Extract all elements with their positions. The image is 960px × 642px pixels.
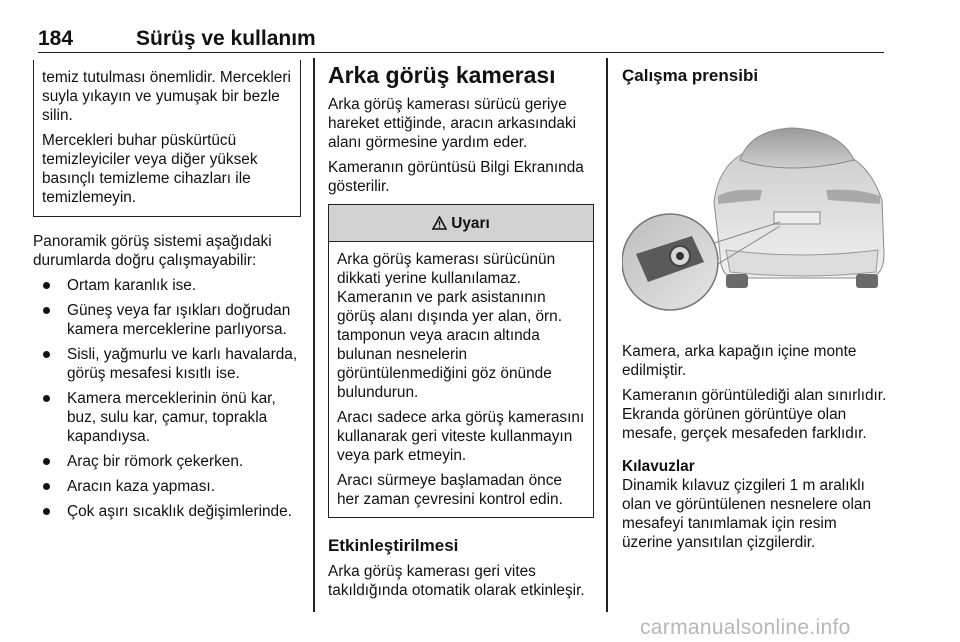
warning-paragraph: Aracı sadece arka görüş kamerasını kullanarak geri viteste kullanmayın veya park etmeyin.	[337, 409, 585, 464]
section-heading: Arka görüş kamerası	[328, 62, 556, 88]
paragraph: Kameranın görüntüsü Bilgi Ekranında gösterilir.	[328, 159, 584, 195]
page-header	[38, 27, 884, 53]
note-box	[33, 60, 301, 217]
subsection-heading: Etkinleştirilmesi	[328, 536, 459, 555]
rear-camera-illustration	[622, 104, 888, 320]
page-number: 184	[38, 27, 74, 50]
warning-paragraph: Arka görüş kamerası sürücünün dikkati yerine kullanılamaz. Kameranın ve park asistanının görüş alanı dışında yer alan, örn. tamponun veya aracın altında bulunan nesnelerin görüntülenmediğini göz önünde bulundurun.	[337, 251, 563, 401]
list-item: Çok aşırı sıcaklık değişimlerinde.	[33, 502, 301, 521]
warning-body	[329, 242, 593, 517]
watermark: carmanualsonline.info	[640, 616, 851, 639]
column-2	[328, 60, 594, 606]
column-1	[33, 60, 301, 527]
note-paragraph-1: temiz tutulması önemlidir. Mercekleri suyla yıkayın ve yumuşak bir bezle silin.	[42, 69, 291, 124]
warning-triangle-icon	[432, 216, 447, 230]
subsection-heading: Çalışma prensibi	[622, 66, 759, 85]
warning-header	[329, 205, 593, 242]
column-divider-1	[313, 58, 315, 612]
conditions-intro: Panoramik görüş sistemi aşağıdaki durumlarda doğru çalışmayabilir:	[33, 233, 272, 269]
column-divider-2	[606, 58, 608, 612]
warning-paragraph: Aracı sürmeye başlamadan önce her zaman çevresini kontrol edin.	[337, 472, 563, 508]
warning-box	[328, 204, 594, 518]
list-item: Güneş veya far ışıkları doğrudan kamera merceklerine parlıyorsa.	[33, 301, 301, 339]
warning-title: Uyarı	[451, 214, 490, 232]
car-rear-camera-image	[622, 104, 888, 320]
list-item: Kamera merceklerinin önü kar, buz, sulu kar, çamur, toprakla kapandıysa.	[33, 389, 301, 446]
conditions-list	[33, 276, 301, 521]
column-3	[622, 60, 888, 558]
paragraph: Arka görüş kamerası geri vites takıldığında otomatik olarak etkinleşir.	[328, 563, 585, 599]
paragraph: Kameranın görüntülediği alan sınırlıdır. Ekranda görünen görüntüye olan mesafe, gerçek mesafeden farklıdır.	[622, 387, 887, 442]
paragraph: Kamera, arka kapağın içine monte edilmiştir.	[622, 343, 857, 379]
note-paragraph-2: Mercekleri buhar püskürtücü temizleyiciler veya diğer yüksek basınçlı temizleme cihazları ile temizlemeyin.	[42, 132, 258, 206]
subsection-heading: Kılavuzlar	[622, 458, 695, 475]
list-item: Araç bir römork çekerken.	[33, 452, 301, 471]
list-item: Aracın kaza yapması.	[33, 477, 301, 496]
list-item: Ortam karanlık ise.	[33, 276, 301, 295]
paragraph: Arka görüş kamerası sürücü geriye hareket ettiğinde, aracın arkasındaki alanı görmesine yardım eder.	[328, 96, 577, 151]
chapter-title: Sürüş ve kullanım	[136, 27, 316, 50]
paragraph: Dinamik kılavuz çizgileri 1 m aralıklı olan ve görüntülenen nesnelere olan mesafeyi tanımlamak için resim üzerine yansıtılan çizgilerdir.	[622, 477, 872, 551]
list-item: Sisli, yağmurlu ve karlı havalarda, görüş mesafesi kısıtlı ise.	[33, 345, 301, 383]
